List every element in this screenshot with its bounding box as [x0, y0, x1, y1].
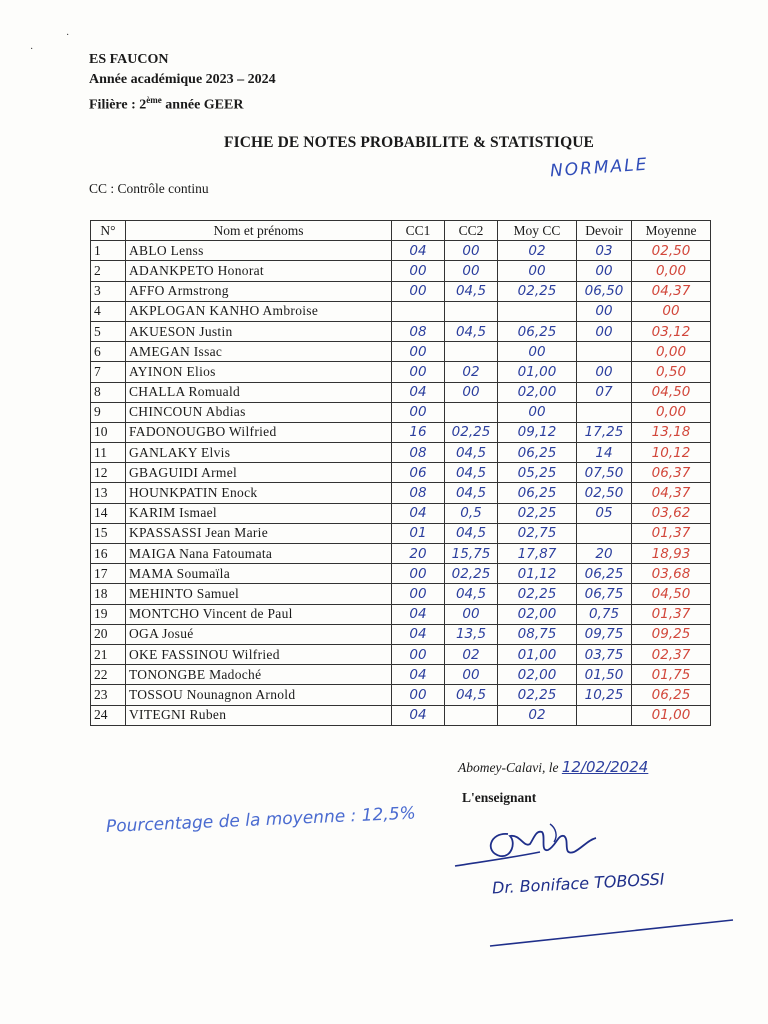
cell-name: ADANKPETO Honorat: [126, 261, 392, 281]
table-row: [91, 523, 711, 543]
cell-name: OGA Josué: [126, 624, 392, 644]
table-row: [91, 241, 711, 261]
cell-moy-cc: 00: [498, 402, 577, 422]
cell-cc1: 01: [392, 523, 445, 543]
session-handwritten: NORMALE: [549, 154, 649, 182]
place-date-line: [458, 758, 648, 776]
cell-devoir: 03: [577, 241, 632, 261]
cell-cc1: 06: [392, 463, 445, 483]
table-row: [91, 665, 711, 685]
cell-cc1: 04: [392, 624, 445, 644]
cell-number: 14: [91, 503, 126, 523]
cell-devoir: 10,25: [577, 685, 632, 705]
cell-name: FADONOUGBO Wilfried: [126, 422, 392, 442]
cell-number: 22: [91, 665, 126, 685]
table-row: [91, 402, 711, 422]
cell-cc1: 04: [392, 604, 445, 624]
cell-number: 7: [91, 362, 126, 382]
cell-number: 21: [91, 644, 126, 664]
cell-number: 5: [91, 321, 126, 341]
cell-cc2: [445, 705, 498, 725]
cell-cc2: 00: [445, 604, 498, 624]
place-label: Abomey-Calavi, le: [458, 760, 559, 775]
cell-cc2: 15,75: [445, 544, 498, 564]
cell-moy-cc: 06,25: [498, 443, 577, 463]
table-row: [91, 685, 711, 705]
cell-cc1: 00: [392, 342, 445, 362]
cell-cc2: 00: [445, 382, 498, 402]
table-row: [91, 422, 711, 442]
table-row: [91, 503, 711, 523]
cell-number: 23: [91, 685, 126, 705]
cell-moyenne: 00: [632, 301, 711, 321]
cell-moyenne: 0,00: [632, 261, 711, 281]
cell-cc1: 04: [392, 241, 445, 261]
cell-cc1: [392, 301, 445, 321]
cell-devoir: 03,75: [577, 644, 632, 664]
cell-name: AKPLOGAN KANHO Ambroise: [126, 301, 392, 321]
cell-cc1: 00: [392, 281, 445, 301]
cell-number: 20: [91, 624, 126, 644]
cell-cc1: 00: [392, 564, 445, 584]
cell-moy-cc: 02,75: [498, 523, 577, 543]
cell-moy-cc: 01,12: [498, 564, 577, 584]
cell-moy-cc: 00: [498, 261, 577, 281]
cell-number: 4: [91, 301, 126, 321]
cell-moyenne: 04,50: [632, 382, 711, 402]
cell-cc2: [445, 402, 498, 422]
cell-cc1: 04: [392, 705, 445, 725]
sheet-title: FICHE DE NOTES PROBABILITE & STATISTIQUE: [224, 134, 594, 151]
cell-cc2: 02: [445, 644, 498, 664]
cell-devoir: 00: [577, 321, 632, 341]
col-header-moy-cc: Moy CC: [498, 221, 577, 241]
cell-name: MEHINTO Samuel: [126, 584, 392, 604]
cell-moyenne: 03,68: [632, 564, 711, 584]
cell-number: 9: [91, 402, 126, 422]
table-row: [91, 362, 711, 382]
cell-number: 15: [91, 523, 126, 543]
cell-devoir: 17,25: [577, 422, 632, 442]
cell-number: 18: [91, 584, 126, 604]
cell-moy-cc: 02,25: [498, 503, 577, 523]
cell-name: MAMA Soumaïla: [126, 564, 392, 584]
col-header-devoir: Devoir: [577, 221, 632, 241]
col-header-moyenne: Moyenne: [632, 221, 711, 241]
table-row: [91, 281, 711, 301]
cell-moyenne: 13,18: [632, 422, 711, 442]
cell-moyenne: 18,93: [632, 544, 711, 564]
cell-name: AYINON Elios: [126, 362, 392, 382]
cell-name: KARIM Ismael: [126, 503, 392, 523]
cell-name: TOSSOU Nounagnon Arnold: [126, 685, 392, 705]
cell-moy-cc: 02,00: [498, 382, 577, 402]
cell-number: 17: [91, 564, 126, 584]
cell-name: HOUNKPATIN Enock: [126, 483, 392, 503]
cell-moy-cc: 01,00: [498, 644, 577, 664]
cell-cc2: 04,5: [445, 523, 498, 543]
table-row: [91, 544, 711, 564]
cell-name: CHINCOUN Abdias: [126, 402, 392, 422]
cell-moy-cc: 02: [498, 705, 577, 725]
cell-moyenne: 0,00: [632, 402, 711, 422]
table-row: [91, 604, 711, 624]
table-row: [91, 584, 711, 604]
table-header-row: [91, 221, 711, 241]
cell-name: AMEGAN Issac: [126, 342, 392, 362]
cell-name: MONTCHO Vincent de Paul: [126, 604, 392, 624]
cell-devoir: 01,50: [577, 665, 632, 685]
cell-moyenne: 10,12: [632, 443, 711, 463]
cell-cc1: 20: [392, 544, 445, 564]
cell-cc2: [445, 301, 498, 321]
date-handwritten: 12/02/2024: [561, 758, 649, 776]
cell-devoir: 14: [577, 443, 632, 463]
cell-cc2: 0,5: [445, 503, 498, 523]
cell-devoir: 00: [577, 362, 632, 382]
col-header-number: N°: [91, 221, 126, 241]
cell-moy-cc: 17,87: [498, 544, 577, 564]
cell-moyenne: 04,50: [632, 584, 711, 604]
signature-underline: [488, 910, 738, 950]
cell-cc1: 00: [392, 685, 445, 705]
cell-number: 6: [91, 342, 126, 362]
cell-moy-cc: 01,00: [498, 362, 577, 382]
cell-name: AKUESON Justin: [126, 321, 392, 341]
cell-cc2: 00: [445, 665, 498, 685]
cell-moyenne: 01,75: [632, 665, 711, 685]
cell-moyenne: 02,37: [632, 644, 711, 664]
cell-cc1: 04: [392, 382, 445, 402]
cell-moyenne: 0,50: [632, 362, 711, 382]
table-row: [91, 624, 711, 644]
cell-number: 2: [91, 261, 126, 281]
cell-number: 11: [91, 443, 126, 463]
filiere: Filière : 2ème année GEER: [89, 95, 244, 113]
cell-moy-cc: 02,25: [498, 584, 577, 604]
cell-moyenne: 04,37: [632, 483, 711, 503]
cell-moyenne: 09,25: [632, 624, 711, 644]
cell-cc1: 00: [392, 644, 445, 664]
cell-moy-cc: 08,75: [498, 624, 577, 644]
cell-number: 13: [91, 483, 126, 503]
cell-name: AFFO Armstrong: [126, 281, 392, 301]
stray-mark: ·: [66, 30, 70, 41]
cell-moy-cc: 02,00: [498, 665, 577, 685]
cell-name: ABLO Lenss: [126, 241, 392, 261]
cell-devoir: [577, 523, 632, 543]
cell-name: KPASSASSI Jean Marie: [126, 523, 392, 543]
cell-name: GANLAKY Elvis: [126, 443, 392, 463]
academic-year: Année académique 2023 – 2024: [89, 72, 276, 87]
cell-moyenne: 03,62: [632, 503, 711, 523]
cell-devoir: [577, 705, 632, 725]
cell-number: 1: [91, 241, 126, 261]
table-row: [91, 443, 711, 463]
cell-name: MAIGA Nana Fatoumata: [126, 544, 392, 564]
cell-number: 12: [91, 463, 126, 483]
cell-devoir: [577, 342, 632, 362]
cell-moy-cc: 02,25: [498, 685, 577, 705]
cell-cc2: 02,25: [445, 422, 498, 442]
table-body: [91, 241, 711, 726]
cell-moyenne: 02,50: [632, 241, 711, 261]
cell-moyenne: 0,00: [632, 342, 711, 362]
cell-cc1: 16: [392, 422, 445, 442]
cell-cc1: 00: [392, 362, 445, 382]
signature-scribble: [450, 822, 620, 872]
cell-devoir: 05: [577, 503, 632, 523]
cell-moy-cc: 02,25: [498, 281, 577, 301]
cell-moy-cc: 06,25: [498, 321, 577, 341]
col-header-cc1: CC1: [392, 221, 445, 241]
cell-devoir: 06,25: [577, 564, 632, 584]
stray-mark: ·: [30, 44, 34, 55]
cell-moy-cc: 02: [498, 241, 577, 261]
cell-cc1: 00: [392, 584, 445, 604]
table-row: [91, 644, 711, 664]
cell-name: GBAGUIDI Armel: [126, 463, 392, 483]
document-header: [89, 50, 276, 116]
table-row: [91, 301, 711, 321]
cell-number: 8: [91, 382, 126, 402]
grades-table: [90, 220, 711, 726]
cell-devoir: 07: [577, 382, 632, 402]
cell-moy-cc: 02,00: [498, 604, 577, 624]
cell-moy-cc: 09,12: [498, 422, 577, 442]
cell-cc2: 00: [445, 261, 498, 281]
cell-cc1: 08: [392, 321, 445, 341]
cell-devoir: 02,50: [577, 483, 632, 503]
cell-number: 10: [91, 422, 126, 442]
cell-moy-cc: [498, 301, 577, 321]
cc-legend: CC : Contrôle continu: [89, 181, 209, 196]
table-row: [91, 321, 711, 341]
cell-number: 24: [91, 705, 126, 725]
school-name: ES FAUCON: [89, 52, 169, 67]
cell-cc2: 04,5: [445, 483, 498, 503]
cell-devoir: 00: [577, 261, 632, 281]
cell-devoir: 06,75: [577, 584, 632, 604]
cell-cc1: 08: [392, 443, 445, 463]
cell-cc1: 00: [392, 261, 445, 281]
cell-cc2: 00: [445, 241, 498, 261]
cell-cc2: 13,5: [445, 624, 498, 644]
cell-cc2: 04,5: [445, 443, 498, 463]
teacher-label: L'enseignant: [462, 790, 537, 805]
col-header-name: Nom et prénoms: [126, 221, 392, 241]
cell-moyenne: 04,37: [632, 281, 711, 301]
cell-cc2: [445, 342, 498, 362]
cell-moy-cc: 06,25: [498, 483, 577, 503]
cell-devoir: [577, 402, 632, 422]
cell-cc2: 04,5: [445, 584, 498, 604]
table-row: [91, 261, 711, 281]
cell-cc2: 04,5: [445, 281, 498, 301]
table-row: [91, 463, 711, 483]
cell-number: 16: [91, 544, 126, 564]
cell-cc1: 08: [392, 483, 445, 503]
cell-devoir: 00: [577, 301, 632, 321]
table-row: [91, 342, 711, 362]
cell-moyenne: 01,00: [632, 705, 711, 725]
cell-moy-cc: 00: [498, 342, 577, 362]
cell-number: 3: [91, 281, 126, 301]
signature-name: Dr. Boniface TOBOSSI: [491, 869, 665, 898]
cell-moyenne: 01,37: [632, 523, 711, 543]
cell-number: 19: [91, 604, 126, 624]
cell-moyenne: 06,25: [632, 685, 711, 705]
cell-cc2: 02: [445, 362, 498, 382]
cell-cc2: 04,5: [445, 685, 498, 705]
handwritten-note: Pourcentage de la moyenne : 12,5%: [105, 803, 417, 837]
cell-moyenne: 06,37: [632, 463, 711, 483]
table-row: [91, 705, 711, 725]
cell-cc1: 04: [392, 503, 445, 523]
cell-moyenne: 03,12: [632, 321, 711, 341]
cell-devoir: 20: [577, 544, 632, 564]
cell-name: OKE FASSINOU Wilfried: [126, 644, 392, 664]
table-row: [91, 382, 711, 402]
cell-cc1: 00: [392, 402, 445, 422]
table-row: [91, 483, 711, 503]
cell-moy-cc: 05,25: [498, 463, 577, 483]
cell-devoir: 07,50: [577, 463, 632, 483]
cell-devoir: 0,75: [577, 604, 632, 624]
cell-name: VITEGNI Ruben: [126, 705, 392, 725]
cell-cc2: 02,25: [445, 564, 498, 584]
col-header-cc2: CC2: [445, 221, 498, 241]
cell-cc2: 04,5: [445, 321, 498, 341]
cell-devoir: 09,75: [577, 624, 632, 644]
cell-cc2: 04,5: [445, 463, 498, 483]
table-row: [91, 564, 711, 584]
cell-name: TONONGBE Madoché: [126, 665, 392, 685]
cell-moyenne: 01,37: [632, 604, 711, 624]
cell-name: CHALLA Romuald: [126, 382, 392, 402]
cell-devoir: 06,50: [577, 281, 632, 301]
cell-cc1: 04: [392, 665, 445, 685]
